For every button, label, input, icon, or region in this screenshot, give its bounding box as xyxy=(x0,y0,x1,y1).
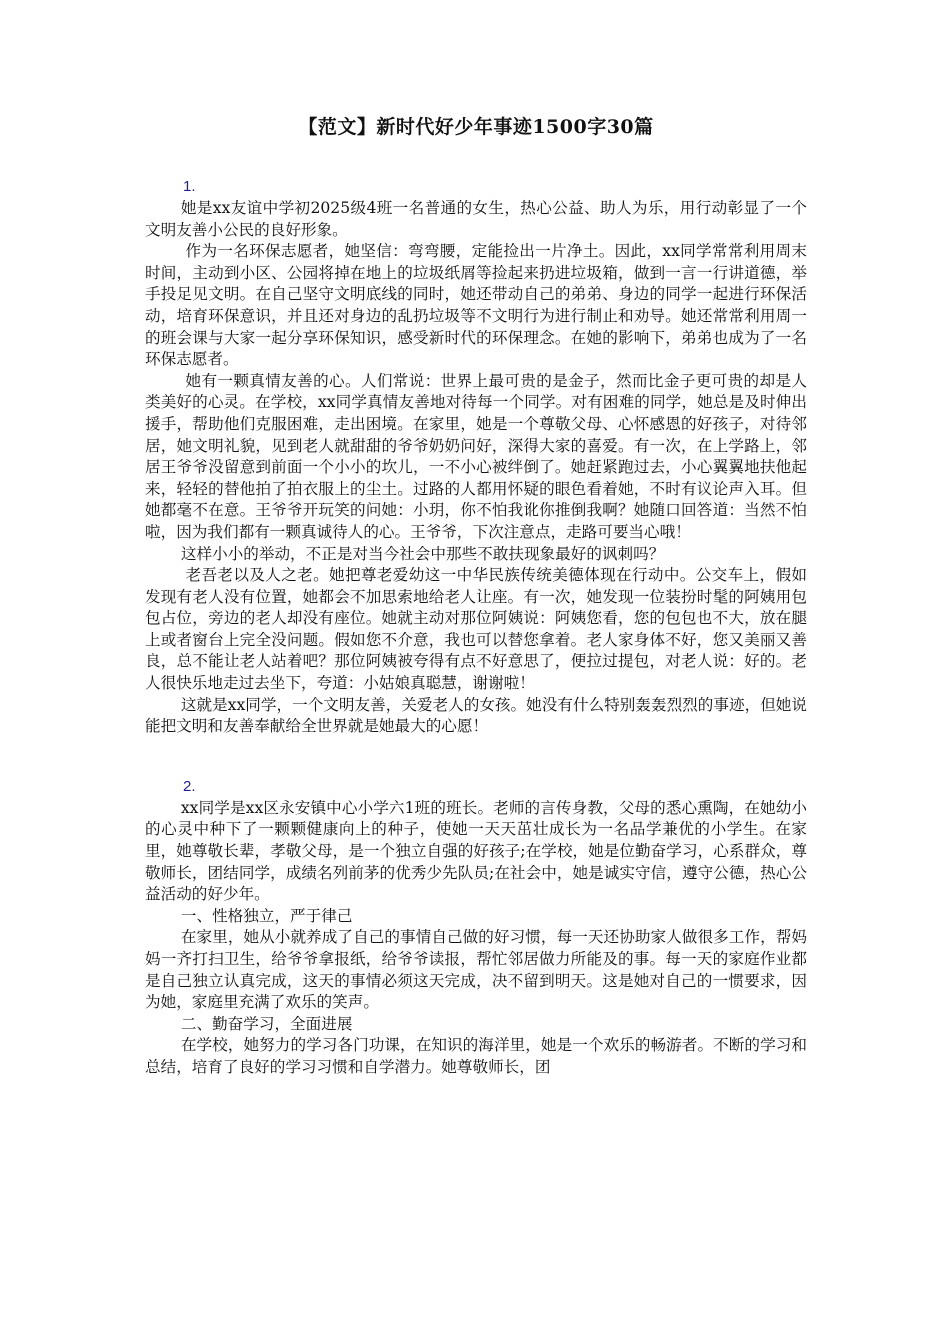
document-page xyxy=(145,112,807,1097)
section-1 xyxy=(145,176,807,738)
subheading: 一、性格独立，严于律己 xyxy=(180,906,353,925)
paragraph: 在家里，她从小就养成了自己的事情自己做的好习惯，每一天还协助家人做很多工作，帮妈妈一齐打扫卫生，给爷爷拿报纸，给爷爷读报，帮忙邻居做力所能及的事。每一天的家庭作业都是自己独立认真完成，这天的事情必须这天完成，决不留到明天。这是她对自己的一惯要求，因为她，家庭里充满了欢乐的笑声。 xyxy=(145,928,807,1012)
paragraph: 她是xx友谊中学初2025级4班一名普通的女生，热心公益、助人为乐，用行动彰显了一个文明友善小公民的良好形象。 xyxy=(145,199,807,239)
paragraph: 在学校，她努力的学习各门功课，在知识的海洋里，她是一个欢乐的畅游者。不断的学习和总结，培育了良好的学习习惯和自学潜力。她尊敬师长，团 xyxy=(145,1036,807,1076)
paragraph: 这就是xx同学，一个文明友善，关爱老人的女孩。她没有什么特别轰轰烈烈的事迹，但她说能把文明和友善奉献给全世界就是她最大的心愿！ xyxy=(145,695,807,736)
paragraph: 这样小小的举动，不正是对当今社会中那些不敢扶现象最好的讽刺吗？ xyxy=(180,544,665,563)
paragraph: 作为一名环保志愿者，她坚信：弯弯腰，定能捡出一片净土。因此，xx同学常常利用周末时间，主动到小区、公园将掉在地上的垃圾纸屑等捡起来扔进垃圾箱，做到一言一行讲道德，举手投足见文明。在自己坚守文明底线的同时，她还带动自己的弟弟、身边的同学一起进行环保活动，培育环保意识，并且还对身边的乱扔垃圾等不文明行为进行制止和劝导。她还常常利用周一的班会课与大家一起分享环保知识，感受新时代的环保理念。在她的影响下，弟弟也成为了一名环保志愿者。 xyxy=(145,242,807,369)
section-divider-space xyxy=(145,756,807,776)
section-number: 2. xyxy=(183,777,196,795)
section-number: 1. xyxy=(183,178,196,195)
paragraph: xx同学是xx区永安镇中心小学六1班的班长。老师的言传身教，父母的悉心熏陶，在她幼小的心灵中种下了一颗颗健康向上的种子，使她一天天茁壮成长为一名品学兼优的小学生。在家里，她尊敬长辈，孝敬父母，是一个独立自强的好孩子;在学校，她是位勤奋学习，心系群众，尊敬师长，团结同学，成绩名列前茅的优秀少先队员;在社会中，她是诚实守信，遵守公德，热心公益活动的好少年。 xyxy=(145,798,807,904)
subheading: 二、勤奋学习，全面进展 xyxy=(180,1014,353,1033)
paragraph: 老吾老以及人之老。她把尊老爱幼这一中华民族传统美德体现在行动中。公交车上，假如发现有老人没有位置，她都会不加思索地给老人让座。有一次，她发现一位装扮时髦的阿姨用包包占位，旁边的老人却没有座位。她就主动对那位阿姨说：阿姨您看，您的包包也不大，放在腿上或者窗台上完全没问题。假如您不介意，我也可以替您拿着。老人家身体不好，您又美丽又善良，总不能让老人站着吧？那位阿姨被夸得有点不好意思了，便拉过提包，对老人说：好的。老人很快乐地走过去坐下，夸道：小姑娘真聪慧，谢谢啦！ xyxy=(145,566,807,693)
section-2 xyxy=(145,776,807,1079)
document-title: 【范文】新时代好少年事迹1500字30篇 xyxy=(298,116,654,138)
paragraph: 她有一颗真情友善的心。人们常说：世界上最可贵的是金子，然而比金子更可贵的却是人类美好的心灵。在学校，xx同学真情友善地对待每一个同学。对有困难的同学，她总是及时伸出援手，帮助他们克服困难，走出困境。在家里，她是一个尊敬父母、心怀感恩的好孩子，对待邻居，她文明礼貌，见到老人就甜甜的爷爷奶奶问好，深得大家的喜爱。有一次，在上学路上，邻居王爷爷没留意到前面一个小小的坎儿，一不小心被绊倒了。她赶紧跑过去，小心翼翼地扶他起来，轻轻的替他拍了拍衣服上的尘土。过路的人都用怀疑的眼色看着她，不时有议论声入耳。但她都毫不在意。王爷爷开玩笑的问她：小玥，你不怕我讹你推倒我啊？她随口回答道：当然不怕啦，因为我们都有一颗真诚待人的心。王爷爷，下次注意点，走路可要当心哦！ xyxy=(145,371,807,541)
